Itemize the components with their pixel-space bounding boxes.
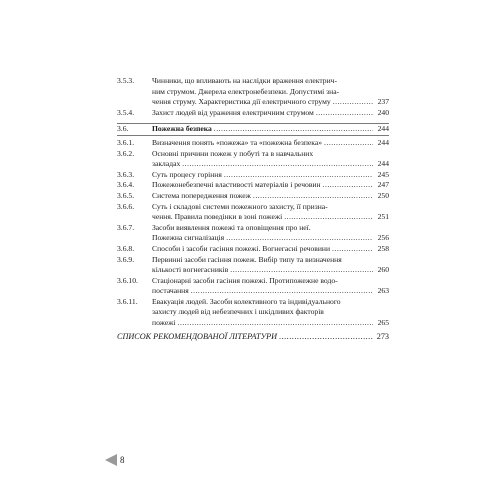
entry-body: [152, 180, 389, 191]
entry-page: 251: [377, 212, 389, 222]
entry-line: [152, 297, 389, 308]
entry-number: 3.6.1.: [117, 137, 135, 147]
entry-title: Захист людей від ураження електричним струмом: [152, 107, 314, 117]
entry-title: чення струму. Характеристика дії електричного струму: [152, 97, 331, 107]
dot-leader: [178, 318, 373, 329]
entry-body: [152, 244, 389, 255]
entry-body: [152, 223, 389, 244]
entry-title: Пожежна сигналізація: [152, 233, 225, 243]
entry-title: закладах: [152, 159, 181, 169]
entry-line: [152, 276, 389, 287]
entry-title: чення. Правила поведінки в зоні пожежі: [152, 212, 283, 222]
entry-body: [152, 138, 389, 149]
entry-number: 3.6.6.: [117, 201, 135, 211]
dot-leader: [279, 332, 373, 343]
entry-line: [152, 170, 389, 181]
entry-page: 256: [377, 233, 389, 243]
entry-body: [152, 108, 389, 119]
entry-line: [152, 138, 389, 149]
entry-page: 244: [377, 159, 389, 169]
toc-entry[interactable]: [117, 244, 389, 255]
page-marker-icon: [105, 454, 117, 466]
entry-title: пожежі: [152, 318, 176, 328]
entry-title: Пожежна безпека: [152, 124, 212, 134]
entry-body: [152, 76, 389, 108]
dot-leader: [191, 286, 373, 297]
entry-title: Евакуація людей. Засоби колективного та індивідуального: [152, 296, 341, 306]
entry-page: 244: [377, 124, 389, 134]
entry-number: 3.6.11.: [117, 296, 138, 306]
toc-entry[interactable]: [117, 138, 389, 149]
section-rule-bottom: [117, 135, 389, 136]
entry-title: Визначення понять «пожежа» та «пожежна безпека»: [152, 137, 323, 147]
entry-title: Чинники, що впливають на наслідки враження електрич-: [152, 76, 337, 85]
entry-body: [152, 276, 389, 297]
entry-body: [152, 124, 389, 135]
dot-leader: [284, 212, 373, 223]
entry-line: [152, 244, 389, 255]
table-of-contents: [117, 76, 389, 342]
dot-leader: [316, 108, 373, 119]
entry-page: 250: [377, 190, 389, 200]
entry-number: 3.6.7.: [117, 222, 135, 232]
entry-line: [152, 97, 389, 108]
entry-title: Суть процесу горіння: [152, 169, 222, 179]
entry-title: кількості вогнегасників: [152, 265, 229, 275]
entry-title: Засоби виявлення пожежі та оповіщення про неї.: [152, 222, 311, 232]
entry-body: [152, 255, 389, 276]
toc-entry[interactable]: [117, 191, 389, 202]
entry-number: 3.6.2.: [117, 148, 135, 158]
toc-entries: [117, 76, 389, 329]
entry-body: [152, 170, 389, 181]
toc-entry[interactable]: [117, 223, 389, 244]
dot-leader: [333, 97, 373, 108]
entry-page: 265: [377, 318, 389, 328]
entry-line: [152, 149, 389, 160]
entry-body: [152, 149, 389, 170]
dot-leader: [332, 244, 373, 255]
entry-number: 3.6.8.: [117, 243, 135, 253]
entry-body: [152, 297, 389, 329]
entry-page: 237: [377, 97, 389, 107]
toc-section-literature[interactable]: [117, 332, 389, 343]
entry-title: Система попередження пожеж: [152, 190, 251, 200]
entry-line: [152, 233, 389, 244]
entry-line: [152, 223, 389, 234]
entry-number: 3.6.5.: [117, 190, 135, 200]
dot-leader: [323, 180, 373, 191]
dot-leader: [224, 170, 373, 181]
toc-entry[interactable]: [117, 149, 389, 170]
entry-line: [152, 212, 389, 223]
entry-title: захисту людей від небезпечних і шкідливих факторів: [152, 307, 324, 317]
entry-line: [152, 202, 389, 213]
entry-line: [152, 108, 389, 119]
entry-line: [152, 180, 389, 191]
page-footer: [105, 454, 125, 466]
dot-leader: [230, 265, 373, 276]
entry-number: 3.5.3.: [117, 76, 135, 85]
entry-line: [152, 265, 389, 276]
entry-line: [152, 286, 389, 297]
entry-number: 3.5.4.: [117, 107, 135, 117]
entry-line: [152, 318, 389, 329]
entry-number: 3.6.3.: [117, 169, 135, 179]
entry-title: Пожежонебезпечні властивості матеріалів і речовин: [152, 180, 321, 190]
entry-title: Основні причини пожеж у побуті та в навчальних: [152, 148, 314, 158]
entry-title: Стаціонарні засоби гасіння пожежі. Протипожежне водо-: [152, 275, 338, 285]
toc-entry[interactable]: [117, 124, 389, 135]
entry-title: Первинні засоби гасіння пожеж. Вибір типу та визначення: [152, 254, 342, 264]
dot-leader: [182, 159, 373, 170]
page-number: 8: [120, 455, 125, 465]
toc-entry[interactable]: [117, 297, 389, 329]
dot-leader: [253, 191, 373, 202]
entry-page: 263: [377, 286, 389, 296]
entry-title: Суть і складові системи пожежного захисту, її призна-: [152, 201, 328, 211]
entry-number: 3.6.4.: [117, 180, 135, 190]
dot-leader: [226, 233, 373, 244]
entry-line: [152, 255, 389, 266]
toc-entry[interactable]: [117, 170, 389, 181]
entry-page: 258: [377, 243, 389, 253]
entry-body: [152, 202, 389, 223]
toc-entry[interactable]: [117, 276, 389, 297]
entry-line: [152, 124, 389, 135]
toc-entry[interactable]: [117, 76, 389, 108]
entry-line: [152, 76, 389, 87]
section-title: СПИСОК РЕКОМЕНДОВАНОЇ ЛІТЕРАТУРИ: [117, 331, 278, 341]
entry-line: [152, 159, 389, 170]
entry-title: ним струмом. Джерела електронебезпеки. Допустимі зна-: [152, 86, 340, 96]
toc-entry[interactable]: [117, 180, 389, 191]
dot-leader: [324, 138, 373, 149]
toc-entry[interactable]: [117, 255, 389, 276]
toc-entry[interactable]: [117, 202, 389, 223]
entry-title: Способи і засоби гасіння пожежі. Вогнегасні речовини: [152, 243, 331, 253]
entry-line: [152, 87, 389, 98]
dot-leader: [214, 124, 373, 135]
entry-line: [152, 307, 389, 318]
entry-body: [152, 191, 389, 202]
section-page: 273: [376, 331, 389, 341]
entry-title: постачання: [152, 286, 189, 296]
entry-line: [152, 191, 389, 202]
entry-page: 240: [377, 107, 389, 117]
entry-page: 244: [377, 137, 389, 147]
entry-page: 260: [377, 265, 389, 275]
entry-number: 3.6.10.: [117, 275, 138, 285]
entry-number: 3.6.9.: [117, 254, 135, 264]
entry-page: 247: [377, 180, 389, 190]
toc-entry[interactable]: [117, 108, 389, 119]
entry-number: 3.6.: [117, 124, 129, 134]
entry-page: 245: [377, 169, 389, 179]
